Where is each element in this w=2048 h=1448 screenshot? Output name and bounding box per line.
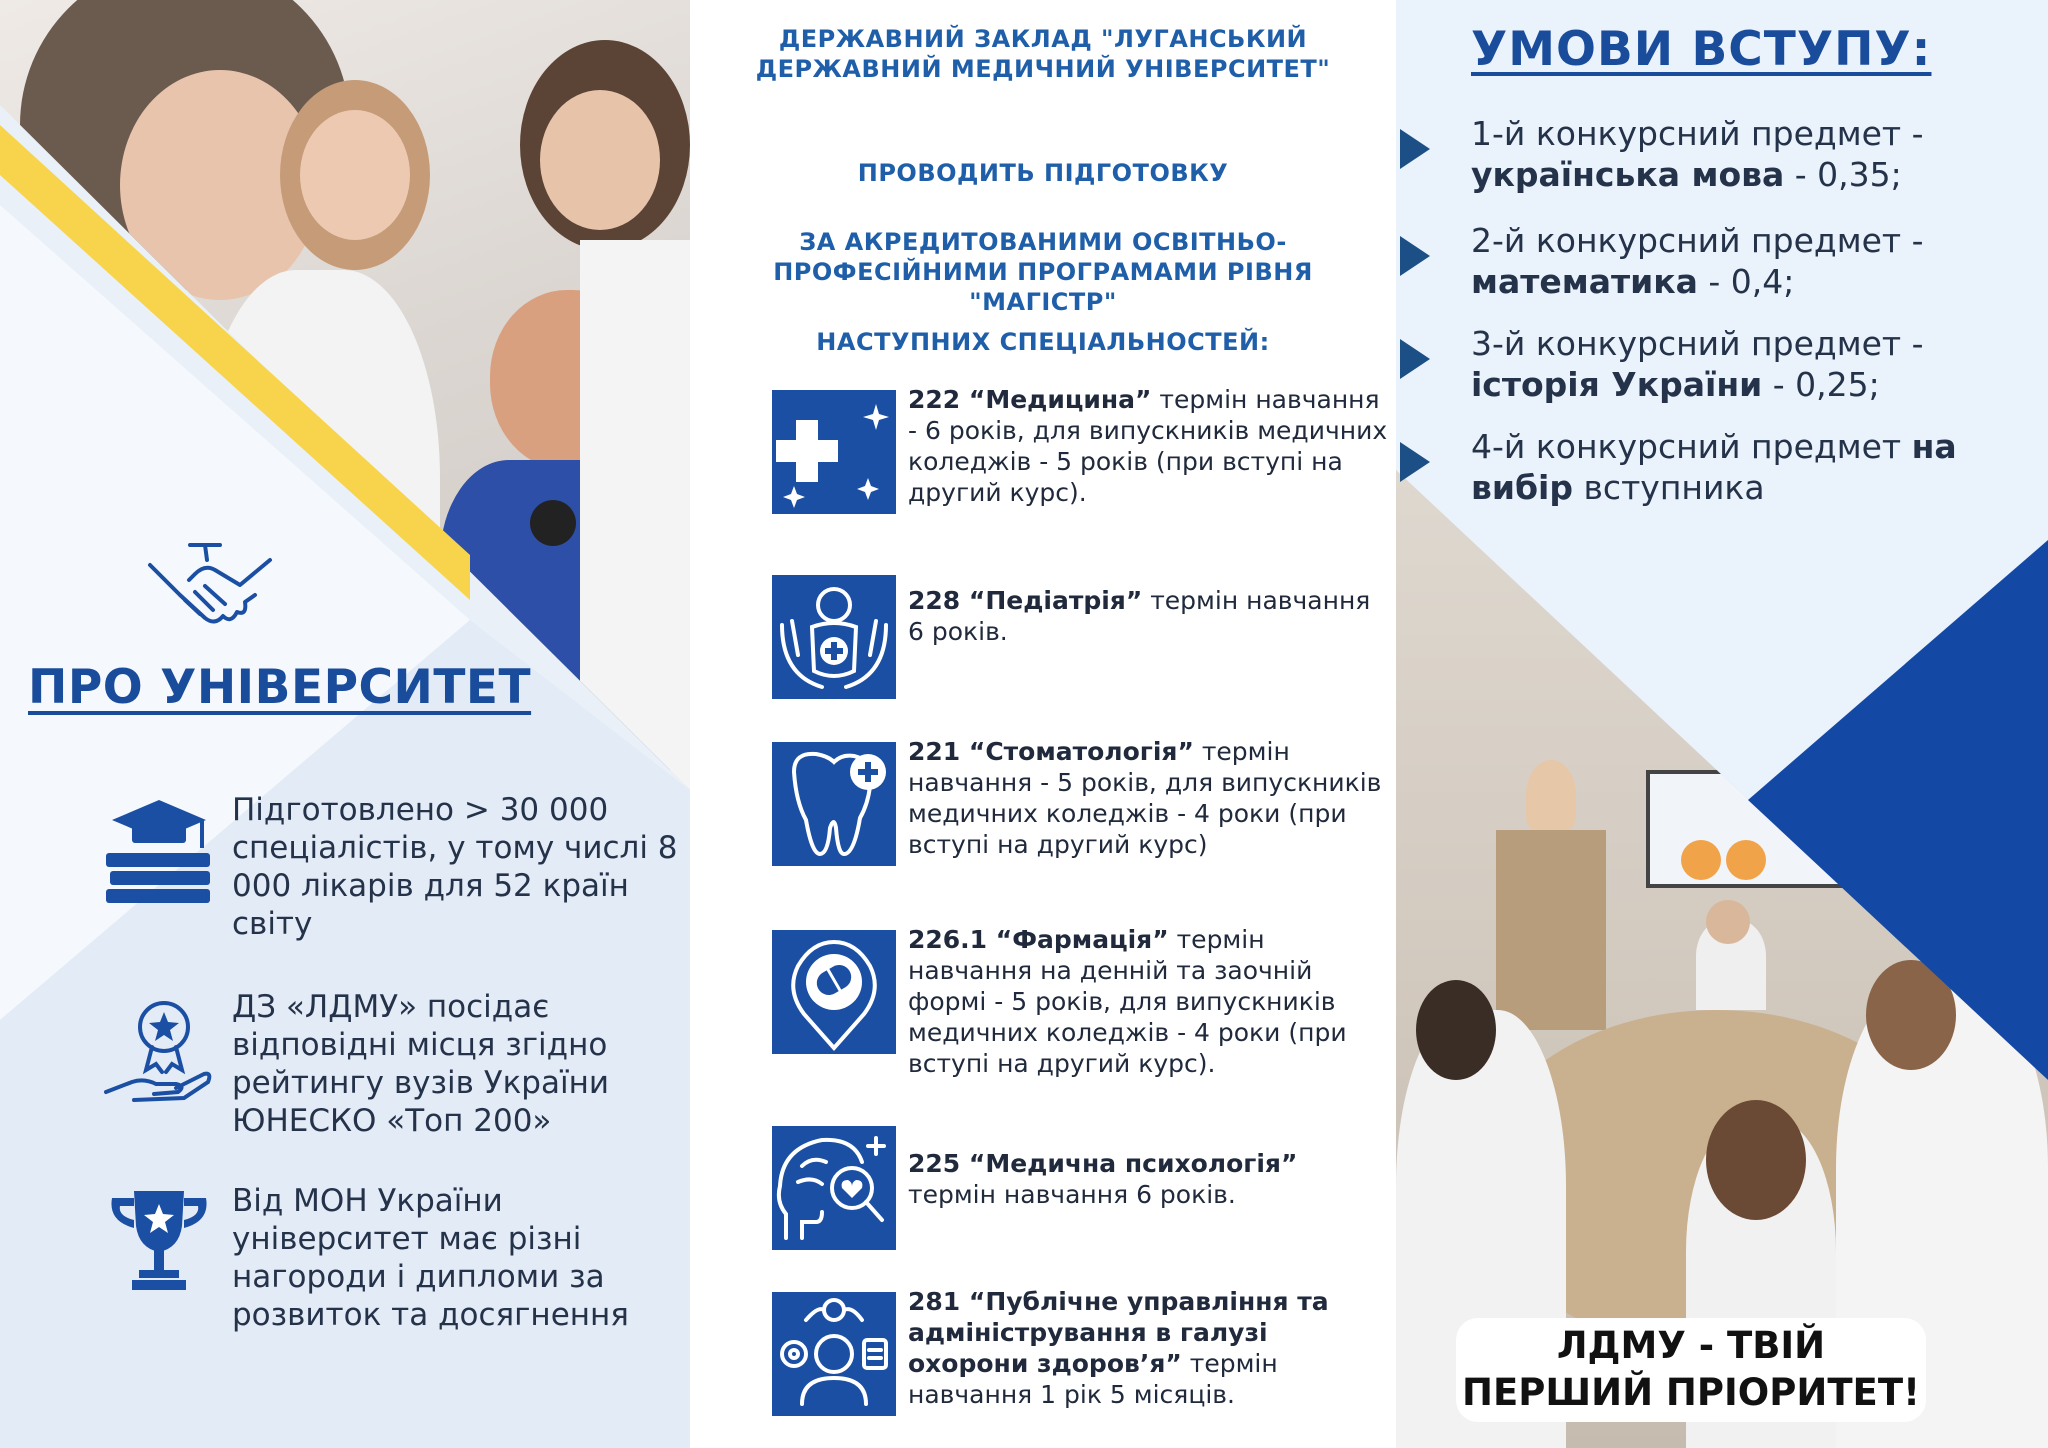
specialty-desc: термін навчання 6 років. xyxy=(908,1180,1236,1209)
about-title: ПРО УНІВЕРСИТЕТ xyxy=(28,660,532,715)
specialty-name: 222 “Медицина” xyxy=(908,385,1152,414)
play-arrow-icon xyxy=(1400,236,1430,276)
condition-subject: історія України xyxy=(1471,365,1763,404)
specialty-desc: термін навчання 6 років. xyxy=(908,586,1371,646)
condition-weight: - 0,35; xyxy=(1784,155,1902,194)
psychology-head-icon xyxy=(772,1126,896,1250)
condition-text: 2-й конкурсний предмет - xyxy=(1471,221,1924,260)
play-arrow-icon xyxy=(1400,442,1430,482)
training-heading: ПРОВОДИТЬ ПІДГОТОВКУ xyxy=(857,159,1229,187)
condition-subject: на вибір xyxy=(1471,427,1957,507)
specialty-name: 228 “Педіатрія” xyxy=(908,586,1143,615)
tooth-icon xyxy=(772,742,896,866)
management-icon xyxy=(772,1292,896,1416)
condition-weight: - 0,4; xyxy=(1697,262,1795,301)
admission-title: УМОВИ ВСТУПУ: xyxy=(1471,22,1932,77)
award-hand-icon xyxy=(104,992,214,1102)
condition-text: 4-й конкурсний предмет xyxy=(1471,427,1912,466)
specialty-desc: термін навчання на денній та заочній формі - 5 років, для випускників медичних коледжів - 4 роки (при вступі на другий курс). xyxy=(908,925,1347,1078)
specialty-desc: термін навчання 1 рік 5 місяців. xyxy=(908,1349,1278,1409)
specialty-name: 221 “Стоматологія” xyxy=(908,737,1194,766)
condition-text: 1-й конкурсний предмет - xyxy=(1471,114,1924,153)
about-panel xyxy=(0,0,690,1448)
condition-weight: вступника xyxy=(1572,468,1765,507)
about-item-text: ДЗ «ЛДМУ» посідає відповідні місця згідно рейтингу вузів України ЮНЕСКО «Топ 200» xyxy=(232,989,610,1139)
trophy-icon xyxy=(104,1186,214,1296)
handshake-icon xyxy=(145,540,275,640)
specialty-desc: термін навчання - 6 років, для випускників медичних коледжів - 5 років (при вступі на другий курс). xyxy=(908,385,1388,507)
specialty-name: 226.1 “Фармація” xyxy=(908,925,1169,954)
pharmacy-pill-icon xyxy=(772,930,896,1054)
admission-panel xyxy=(1396,0,2048,1448)
specialty-name: 281 “Публічне управління та адміністрування в галузі охорони здоров’я” xyxy=(908,1287,1329,1378)
play-arrow-icon xyxy=(1400,129,1430,169)
baby-care-icon xyxy=(772,575,896,699)
specialties-panel xyxy=(690,0,1396,1448)
about-item-text: Підготовлено > 30 000 спеціалістів, у тому числі 8 000 лікарів для 52 країн світу xyxy=(232,792,678,942)
university-name: ДЕРЖАВНИЙ ЗАКЛАД "ЛУГАНСЬКИЙ ДЕРЖАВНИЙ МЕДИЧНИЙ УНІВЕРСИТЕТ" xyxy=(755,25,1331,83)
specialties-heading: НАСТУПНИХ СПЕЦІАЛЬНОСТЕЙ: xyxy=(816,328,1270,356)
medical-cross-icon xyxy=(772,390,896,514)
condition-weight: - 0,25; xyxy=(1762,365,1880,404)
specialty-desc: термін навчання - 5 років, для випускників медичних коледжів - 4 роки (при вступі на другий курс) xyxy=(908,737,1382,859)
condition-subject: українська мова xyxy=(1471,155,1785,194)
slogan-badge: ЛДМУ - ТВІЙ ПЕРШИЙ ПРІОРИТЕТ! xyxy=(1456,1318,1926,1422)
condition-subject: математика xyxy=(1471,262,1698,301)
specialty-name: 225 “Медична психологія” xyxy=(908,1149,1298,1178)
programs-heading: ЗА АКРЕДИТОВАНИМИ ОСВІТНЬО-ПРОФЕСІЙНИМИ ПРОГРАМАМИ РІВНЯ "МАГІСТР" xyxy=(773,228,1313,316)
graduation-books-icon xyxy=(104,795,214,905)
condition-text: 3-й конкурсний предмет - xyxy=(1471,324,1924,363)
about-item-text: Від МОН України університет має різні нагороди і дипломи за розвиток та досягнення xyxy=(232,1183,629,1333)
play-arrow-icon xyxy=(1400,339,1430,379)
